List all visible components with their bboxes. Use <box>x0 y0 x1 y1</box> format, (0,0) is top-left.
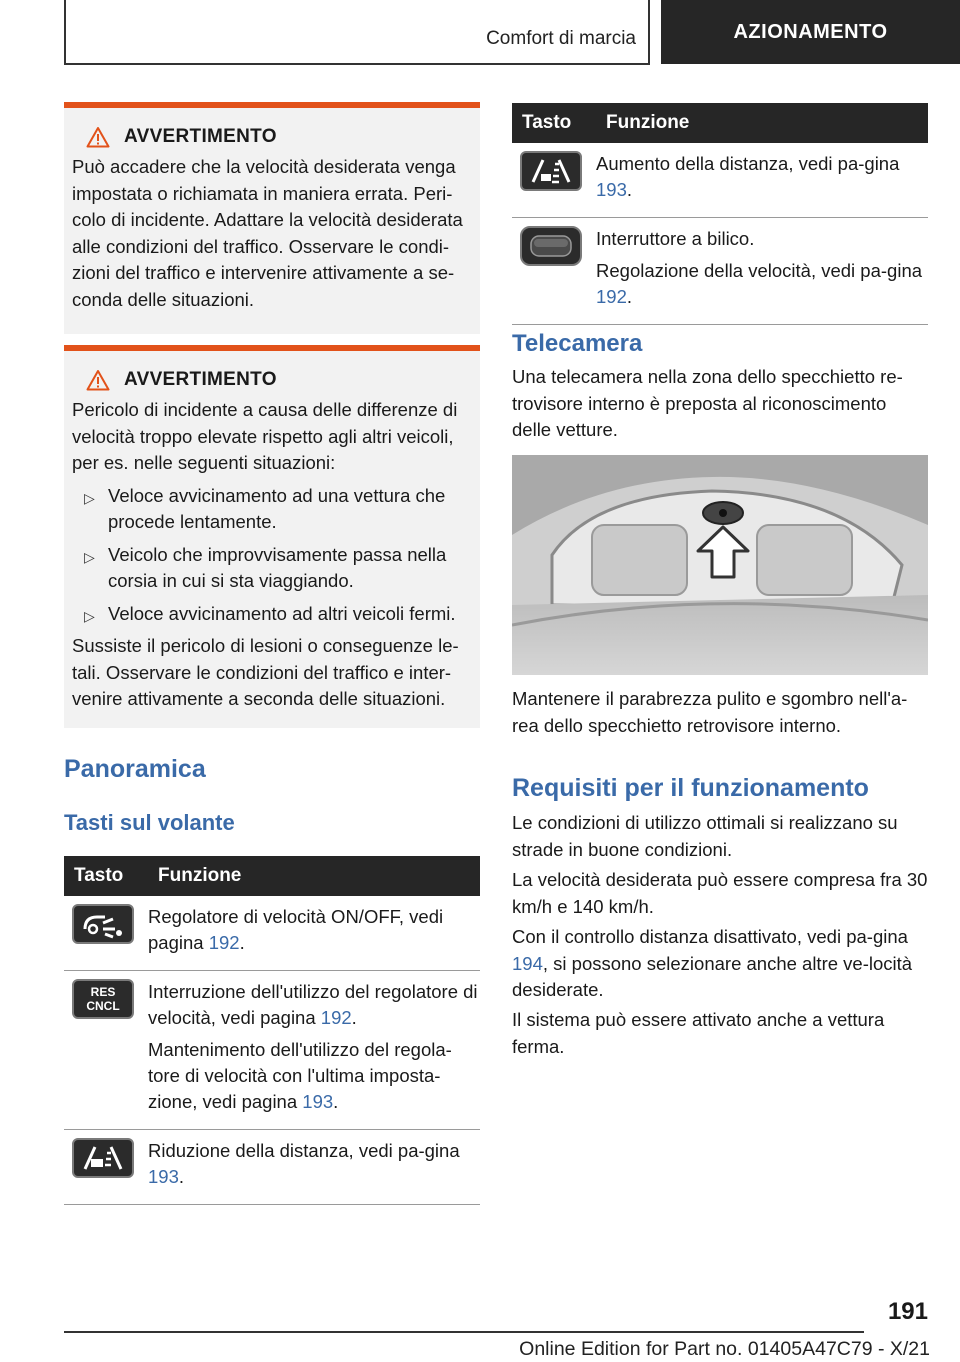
function-text-part: . <box>178 1166 185 1187</box>
page-link[interactable]: 192 <box>596 286 627 307</box>
camera-caption: Mantenere il parabrezza pulito e sgombro nell'a-rea dello specchietto retrovisore interno. <box>512 688 908 736</box>
table-cell-icon <box>512 218 596 325</box>
table-cell-function <box>596 143 928 218</box>
function-text-part: . <box>626 286 633 307</box>
warning-triangle-icon <box>86 369 110 391</box>
function-text <box>148 904 480 956</box>
table-row <box>64 971 480 1130</box>
res-cncl-icon[interactable] <box>72 979 134 1019</box>
distance-increase-icon[interactable] <box>520 151 582 191</box>
requirements-text-part: Con il controllo distanza disattivato, vedi pa-gina <box>512 926 908 947</box>
function-text <box>148 979 480 1031</box>
header-rule-left <box>64 0 66 64</box>
function-text-part: Mantenimento dell'utilizzo del regola-tore di velocità con l'ultima imposta-zione, vedi pagina <box>148 1039 452 1112</box>
function-text-part: . <box>626 179 633 200</box>
bullet-triangle-icon: ▷ <box>84 489 95 506</box>
table-cell-function <box>148 1130 480 1205</box>
function-text-part: Aumento della distanza, vedi pa-gina <box>596 153 900 174</box>
warning-title-text-2: AVVERTIMENTO <box>124 369 277 390</box>
page-link[interactable]: 192 <box>320 1007 352 1028</box>
page-number: 191 <box>887 1298 928 1325</box>
warning-text-1: Può accadere che la velocità desiderata venga impostata o richiamata in maniera errata. Peri-colo di incidente. Adattare la velocità desiderata alle condizioni del traffico. Osservare le condi-zioni del traffico e intervenire attivamente a se-conda delle situazioni. <box>72 156 463 310</box>
table-header-row <box>64 856 480 896</box>
table-header-function: Funzione <box>148 856 480 896</box>
camera-location-photo <box>512 455 928 675</box>
function-text <box>148 1138 480 1190</box>
requirements-text-2: La velocità desiderata può essere compresa fra 30 km/h e 140 km/h. <box>512 869 928 917</box>
rocker-switch-icon[interactable] <box>520 226 582 266</box>
table-cell-icon <box>64 896 148 971</box>
steering-buttons-table <box>64 856 480 1205</box>
cruise-control-icon[interactable] <box>72 904 134 944</box>
table-cell-function <box>596 218 928 325</box>
list-item <box>72 601 472 628</box>
bullet-triangle-icon: ▷ <box>84 607 95 624</box>
page-link[interactable]: 194 <box>512 952 543 974</box>
warning-box-2 <box>64 345 480 728</box>
warning-outro-2: Sussiste il pericolo di lesioni o conseguenze le-tali. Osservare le condizioni del traffico e inter-venire attivamente a seconda delle situazioni. <box>72 635 459 709</box>
function-text-part: . <box>351 1007 357 1028</box>
table-cell-function <box>148 971 480 1130</box>
table-cell-icon <box>64 971 148 1130</box>
page-link[interactable]: 193 <box>148 1166 179 1187</box>
table-cell-function <box>148 896 480 971</box>
list-item <box>72 542 472 595</box>
warning-triangle-icon <box>86 126 110 148</box>
header-chapter-tab[interactable] <box>661 0 960 64</box>
function-text <box>596 151 928 203</box>
table-cell-icon <box>512 143 596 218</box>
function-text-part: . <box>239 932 245 953</box>
header-section-title: Comfort di marcia <box>486 28 636 49</box>
list-item <box>72 483 472 536</box>
requirements-text-4: Il sistema può essere attivato anche a vettura ferma. <box>512 1009 885 1057</box>
warning-title-1 <box>86 126 472 148</box>
function-text-part: . <box>333 1091 339 1112</box>
page-link[interactable]: 193 <box>596 179 627 200</box>
steering-buttons-table-continued <box>512 103 928 325</box>
page-link[interactable]: 192 <box>208 932 240 953</box>
table-header-key: Tasto <box>512 103 596 143</box>
footer-rule <box>64 1331 864 1333</box>
warning-title-text-1: AVVERTIMENTO <box>124 126 277 147</box>
icon-label-bottom: CNCL <box>86 999 120 1013</box>
function-text <box>596 258 928 310</box>
distance-decrease-icon[interactable] <box>72 1138 134 1178</box>
requirements-text-3 <box>512 924 928 1004</box>
function-text-part: Regolatore di velocità ON/OFF, vedi pagina <box>148 906 444 953</box>
table-row <box>64 896 480 971</box>
function-text <box>148 1037 480 1115</box>
icon-label-top: RES <box>90 985 116 999</box>
warning-box-1 <box>64 102 480 334</box>
requirements-text-part: , si possono selezionare anche altre ve-locità desiderate. <box>512 952 913 1000</box>
table-row <box>512 143 928 218</box>
requirements-text-1: Le condizioni di utilizzo ottimali si realizzano su strade in buone condizioni. <box>512 812 898 860</box>
list-item-text: Veicolo che improvvisamente passa nella corsia in cui si sta viaggiando. <box>108 543 447 591</box>
warning-list-2 <box>72 483 472 628</box>
function-text-part: Regolazione della velocità, vedi pa-gina <box>596 260 923 281</box>
table-header-key: Tasto <box>64 856 148 896</box>
page-link[interactable]: 193 <box>302 1091 334 1112</box>
section-heading-requirements: Requisiti per il funzionamento <box>512 774 869 802</box>
header-rule-mid <box>648 0 650 64</box>
warning-title-2 <box>86 369 472 391</box>
table-row <box>64 1130 480 1205</box>
function-text-part: Riduzione della distanza, vedi pa-gina <box>148 1140 460 1161</box>
header-chapter-label: AZIONAMENTO <box>733 20 888 43</box>
bullet-triangle-icon: ▷ <box>84 548 95 565</box>
footer-edition: Online Edition for Part no. 01405A47C79 - X/21 <box>519 1338 930 1360</box>
list-item-text: Veloce avvicinamento ad altri veicoli fermi. <box>108 602 456 624</box>
warning-intro-2: Pericolo di incidente a causa delle differenze di velocità troppo elevate rispetto agli altri veicoli, per es. nelle seguenti situazioni: <box>72 399 458 473</box>
subheading-steering-buttons: Tasti sul volante <box>64 810 235 835</box>
camera-text: Una telecamera nella zona dello specchietto re-trovisore interno è preposta al riconoscimento delle vetture. <box>512 366 903 440</box>
table-cell-icon <box>64 1130 148 1205</box>
section-heading-overview: Panoramica <box>64 755 206 783</box>
list-item-text: Veloce avvicinamento ad una vettura che procede lentamente. <box>108 484 446 532</box>
section-heading-camera: Telecamera <box>512 330 643 357</box>
header-rule-bottom <box>64 63 650 65</box>
table-row <box>512 218 928 325</box>
function-text: Interruttore a bilico. <box>596 228 755 249</box>
function-text-part: Interruzione dell'utilizzo del regolatore di velocità, vedi pagina <box>148 981 478 1028</box>
table-header-row <box>512 103 928 143</box>
table-header-function: Funzione <box>596 103 928 143</box>
